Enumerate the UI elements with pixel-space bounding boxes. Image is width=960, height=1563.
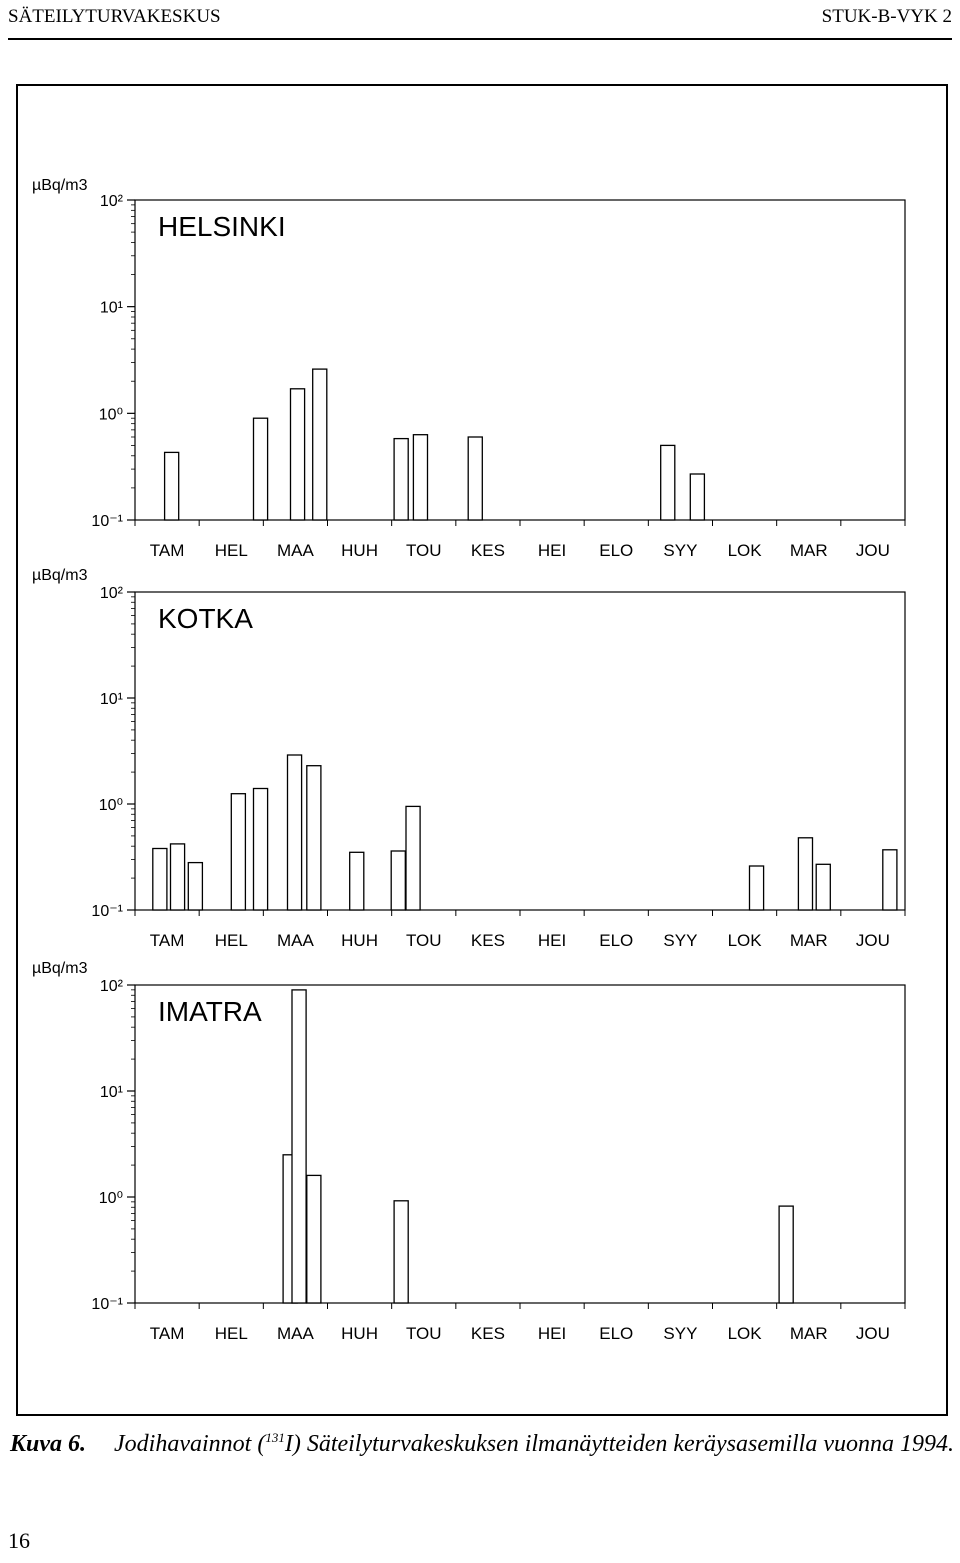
data-bar xyxy=(307,1175,321,1303)
y-unit-label: µBq/m3 xyxy=(32,960,88,977)
chart-panel-imatra xyxy=(32,960,905,1343)
data-bar xyxy=(288,755,302,910)
x-month-label: HEI xyxy=(537,541,567,560)
x-month-label: ELO xyxy=(599,541,634,560)
y-tick-label: 10⁰ xyxy=(98,1190,123,1207)
chart-panel-helsinki xyxy=(32,177,905,560)
data-bar xyxy=(394,1201,408,1303)
caption-text-after: I) Säteilyturvakeskuksen ilmanäytteiden keräysasemilla vuonna 1994. xyxy=(284,1431,954,1457)
x-month-label: HUH xyxy=(341,931,379,950)
y-unit-label: µBq/m3 xyxy=(32,177,88,194)
running-header-right: STUK-B-VYK 2 xyxy=(821,6,952,27)
x-month-label: KES xyxy=(470,1324,505,1343)
x-month-label: MAR xyxy=(789,931,828,950)
y-tick-label: 10¹ xyxy=(99,1084,123,1101)
x-month-label: TAM xyxy=(149,931,185,950)
chart-title: HELSINKI xyxy=(158,211,286,242)
x-month-label: HEL xyxy=(214,931,248,950)
x-month-label: MAR xyxy=(789,541,828,560)
data-bar xyxy=(350,852,364,910)
y-tick-label: 10¹ xyxy=(99,691,123,708)
data-bar xyxy=(188,863,202,910)
data-bar xyxy=(254,418,268,520)
x-month-label: MAA xyxy=(276,1324,314,1343)
data-bar xyxy=(292,990,306,1303)
data-bar xyxy=(291,389,305,520)
x-month-label: HUH xyxy=(341,1324,379,1343)
x-month-label: LOK xyxy=(727,541,762,560)
y-tick-label: 10² xyxy=(99,585,123,602)
plot-frame xyxy=(135,200,905,520)
x-month-label: HEL xyxy=(214,1324,248,1343)
running-header-left: SÄTEILYTURVAKESKUS xyxy=(8,6,221,27)
x-month-label: TAM xyxy=(149,541,185,560)
data-bar xyxy=(468,437,482,520)
x-month-label: HEL xyxy=(214,541,248,560)
x-month-label: ELO xyxy=(599,931,634,950)
x-month-label: JOU xyxy=(855,931,890,950)
data-bar xyxy=(153,849,167,911)
x-month-label: KES xyxy=(470,541,505,560)
data-bar xyxy=(165,452,179,520)
y-tick-label: 10⁰ xyxy=(98,797,123,814)
data-bar xyxy=(883,850,897,910)
y-unit-label: µBq/m3 xyxy=(32,567,88,584)
data-bar xyxy=(254,789,268,911)
y-tick-label: 10⁰ xyxy=(98,406,123,424)
y-tick-label: 10² xyxy=(99,978,123,995)
data-bar xyxy=(690,474,704,520)
x-month-label: MAA xyxy=(276,541,314,560)
data-bar xyxy=(394,439,408,520)
data-bar xyxy=(406,806,420,910)
caption-superscript: 131 xyxy=(265,1430,285,1445)
x-month-label: TOU xyxy=(405,931,442,950)
x-month-label: MAR xyxy=(789,1324,828,1343)
chart-title: IMATRA xyxy=(158,996,262,1027)
data-bar xyxy=(779,1206,793,1303)
y-tick-label: 10⁻¹ xyxy=(91,903,123,920)
figure-caption xyxy=(10,1430,954,1458)
x-month-label: TOU xyxy=(405,541,442,560)
data-bar xyxy=(307,766,321,910)
page-number: 16 xyxy=(8,1528,30,1553)
caption-text-before: Jodihavainnot ( xyxy=(114,1431,266,1457)
data-bar xyxy=(313,369,327,520)
data-bar xyxy=(413,435,427,520)
x-month-label: LOK xyxy=(727,1324,762,1343)
data-bar xyxy=(750,866,764,910)
y-tick-label: 10⁻¹ xyxy=(91,513,123,530)
y-tick-label: 10² xyxy=(99,193,123,210)
x-month-label: HEI xyxy=(537,931,567,950)
x-month-label: SYY xyxy=(663,931,698,950)
x-month-label: TOU xyxy=(405,1324,442,1343)
data-bar xyxy=(816,864,830,910)
x-month-label: SYY xyxy=(663,541,698,560)
chart-panel-kotka xyxy=(32,567,905,950)
data-bar xyxy=(798,838,812,910)
x-month-label: ELO xyxy=(599,1324,634,1343)
x-month-label: MAA xyxy=(276,931,314,950)
x-month-label: JOU xyxy=(855,541,890,560)
plot-frame xyxy=(135,592,905,910)
data-bar xyxy=(661,445,675,520)
y-tick-label: 10⁻¹ xyxy=(91,1296,123,1313)
x-month-label: JOU xyxy=(855,1324,890,1343)
x-month-label: KES xyxy=(470,931,505,950)
data-bar xyxy=(171,844,185,910)
x-month-label: HUH xyxy=(341,541,379,560)
data-bar xyxy=(391,851,405,910)
x-month-label: TAM xyxy=(149,1324,185,1343)
data-bar xyxy=(231,794,245,910)
x-month-label: LOK xyxy=(727,931,762,950)
x-month-label: SYY xyxy=(663,1324,698,1343)
chart-title: KOTKA xyxy=(158,603,253,634)
x-month-label: HEI xyxy=(537,1324,567,1343)
y-tick-label: 10¹ xyxy=(99,299,123,317)
caption-label: Kuva 6. xyxy=(10,1431,87,1457)
